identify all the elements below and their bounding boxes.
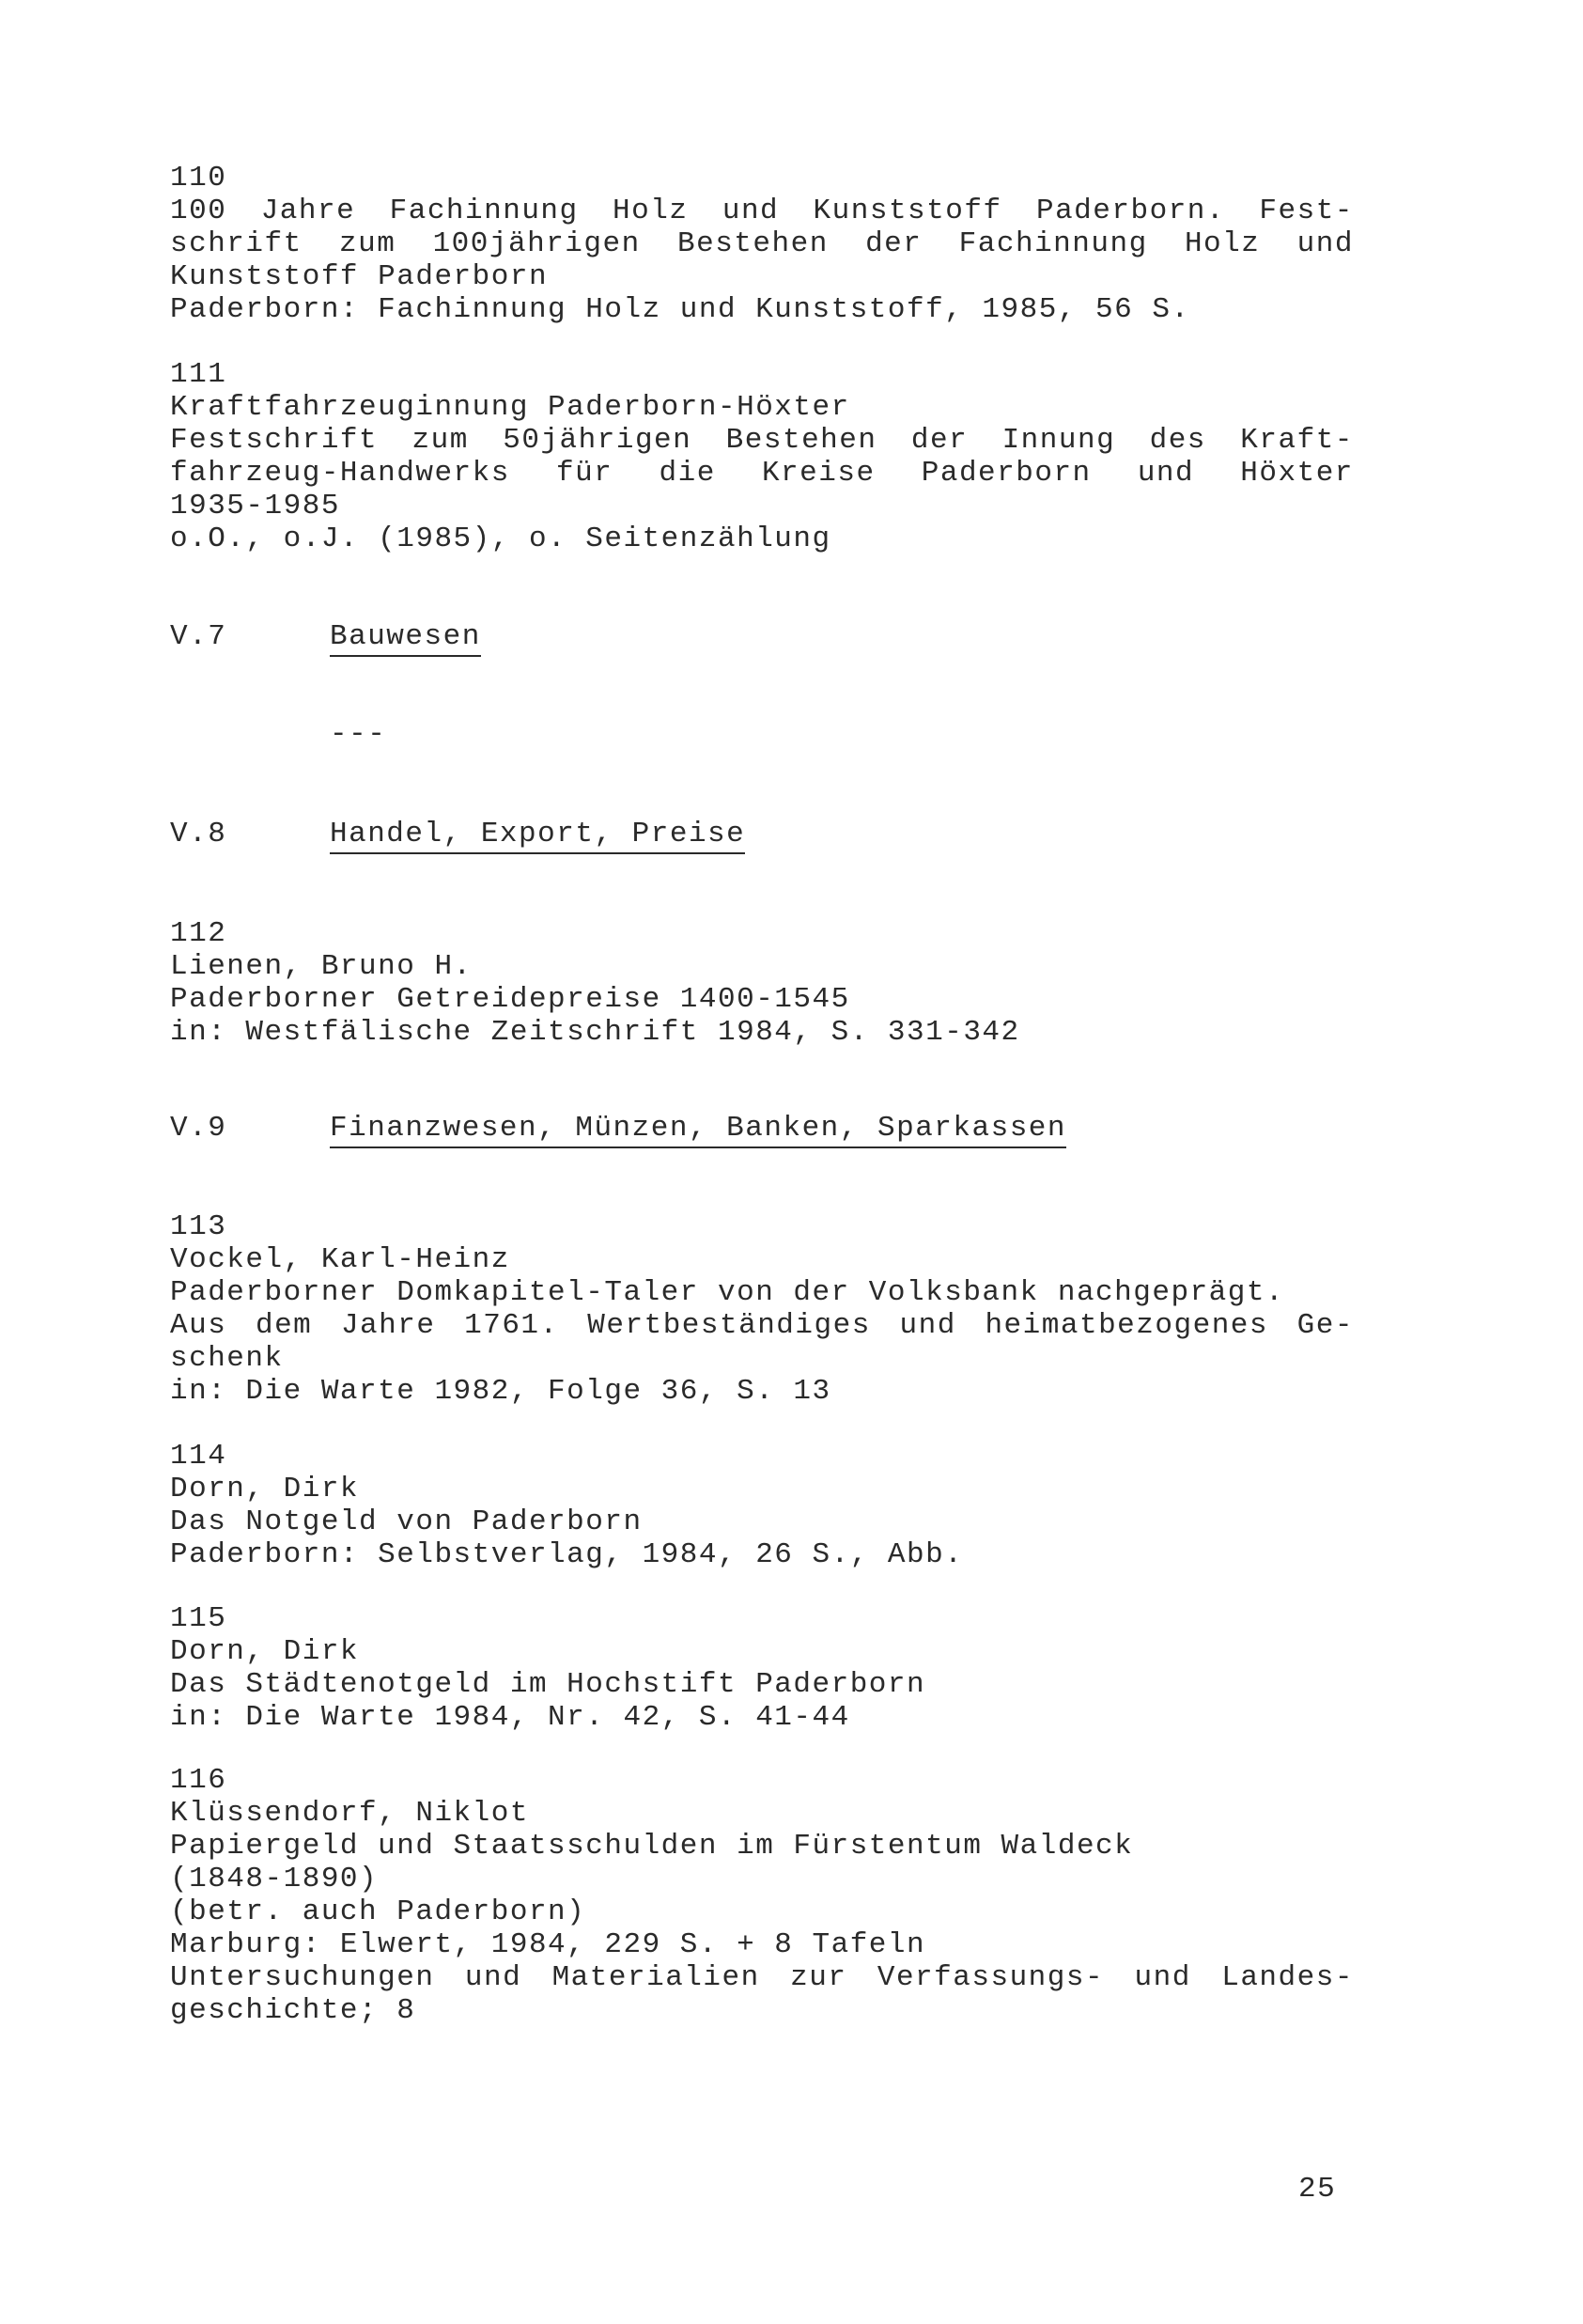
- word: Aus: [170, 1309, 227, 1342]
- word: Jahre: [260, 195, 356, 227]
- bibliography-entry-115: [170, 1602, 1354, 1734]
- entry-author: Kraftfahrzeuginnung Paderborn-Höxter: [170, 391, 850, 424]
- entry-number: 116: [170, 1764, 227, 1797]
- word: Bestehen: [725, 424, 877, 457]
- word: heimatbezogenes: [985, 1309, 1268, 1342]
- word: Wertbeständiges: [587, 1309, 871, 1342]
- bibliography-entry-111: [170, 358, 1354, 555]
- entry-title-line: Das Notgeld von Paderborn: [170, 1505, 643, 1538]
- entry-title-line: [170, 227, 1354, 260]
- word: und: [1296, 227, 1354, 260]
- entry-author: Dorn, Dirk: [170, 1473, 360, 1505]
- word: schrift: [170, 227, 303, 260]
- word: Festschrift: [170, 424, 379, 457]
- entry-publication: in: Die Warte 1984, Nr. 42, S. 41-44: [170, 1701, 850, 1734]
- word: Kraft-: [1240, 424, 1354, 457]
- word: Fest-: [1259, 195, 1354, 227]
- word: des: [1149, 424, 1206, 457]
- entry-title-line: Paderborner Domkapitel-Taler von der Volksbank nachgeprägt.: [170, 1276, 1285, 1309]
- section-title: Finanzwesen, Münzen, Banken, Sparkassen: [330, 1112, 1066, 1148]
- entry-publication: Paderborn: Fachinnung Holz und Kunststoff, 1985, 56 S.: [170, 293, 1190, 326]
- entry-series-line: geschichte; 8: [170, 1994, 416, 2027]
- word: Holz: [1184, 227, 1261, 260]
- entry-author: Vockel, Karl-Heinz: [170, 1243, 510, 1276]
- word: Höxter: [1240, 457, 1354, 490]
- entry-number: 112: [170, 917, 227, 950]
- entry-number: 115: [170, 1602, 227, 1635]
- entry-publication: in: Die Warte 1982, Folge 36, S. 13: [170, 1375, 831, 1408]
- word: zum: [339, 227, 396, 260]
- word: Jahre: [340, 1309, 436, 1342]
- word: zum: [411, 424, 469, 457]
- word: Untersuchungen: [170, 1961, 435, 1994]
- entry-number: 113: [170, 1210, 227, 1243]
- entry-title-line: Papiergeld und Staatsschulden im Fürstentum Waldeck: [170, 1830, 1134, 1863]
- word: dem: [255, 1309, 313, 1342]
- word: der: [910, 424, 969, 457]
- word: die: [659, 457, 716, 490]
- entry-publication: Paderborn: Selbstverlag, 1984, 26 S., Abb.: [170, 1538, 964, 1571]
- entry-author: Dorn, Dirk: [170, 1635, 360, 1668]
- page-number: 25: [1298, 2173, 1337, 2206]
- entry-publication: o.O., o.J. (1985), o. Seitenzählung: [170, 523, 831, 555]
- word: 100: [170, 195, 227, 227]
- entry-title-line: schenk: [170, 1342, 284, 1375]
- word: Materialien: [551, 1961, 760, 1994]
- bibliography-entry-116: [170, 1764, 1354, 2027]
- entry-title-line: Kunststoff Paderborn: [170, 260, 549, 293]
- entry-series-line: [170, 1961, 1354, 1994]
- word: 1761.: [464, 1309, 559, 1342]
- word: Bestehen: [676, 227, 829, 260]
- section-title: Bauwesen: [330, 620, 481, 657]
- word: 50jährigen: [503, 424, 692, 457]
- entry-publication: in: Westfälische Zeitschrift 1984, S. 331-342: [170, 1016, 1020, 1049]
- word: zur: [790, 1961, 847, 1994]
- entry-title-line: [170, 424, 1354, 457]
- bibliography-entry-110: [170, 162, 1354, 326]
- bibliography-entry-112: [170, 917, 1354, 1049]
- word: Holz: [613, 195, 689, 227]
- word: der: [865, 227, 923, 260]
- word: 100jährigen: [432, 227, 641, 260]
- section-number: V.9: [170, 1112, 227, 1145]
- word: Kreise: [761, 457, 876, 490]
- word: Fachinnung: [389, 195, 579, 227]
- entry-title-line: (1848-1890): [170, 1863, 379, 1895]
- entry-title-line: [170, 1309, 1354, 1342]
- entry-number: 114: [170, 1440, 227, 1473]
- entry-number: 110: [170, 162, 227, 195]
- entry-note: (betr. auch Paderborn): [170, 1895, 586, 1928]
- section-title: Handel, Export, Preise: [330, 818, 745, 854]
- word: Innung: [1001, 424, 1116, 457]
- word: für: [556, 457, 613, 490]
- word: Fachinnung: [958, 227, 1148, 260]
- entry-publication: Marburg: Elwert, 1984, 229 S. + 8 Tafeln: [170, 1928, 926, 1961]
- word: Ge-: [1296, 1309, 1354, 1342]
- bibliography-entry-113: [170, 1210, 1354, 1408]
- word: Kunststoff: [813, 195, 1002, 227]
- entry-title-line: Das Städtenotgeld im Hochstift Paderborn: [170, 1668, 926, 1701]
- word: Landes-: [1221, 1961, 1354, 1994]
- word: und: [1134, 1961, 1191, 1994]
- entry-title-line: [170, 457, 1354, 490]
- word: und: [899, 1309, 956, 1342]
- word: Paderborn.: [1035, 195, 1225, 227]
- word: und: [1137, 457, 1195, 490]
- entry-title-line: Paderborner Getreidepreise 1400-1545: [170, 983, 850, 1016]
- section-heading-v7: [170, 620, 481, 752]
- word: Verfassungs-: [877, 1961, 1105, 1994]
- entry-author: Lienen, Bruno H.: [170, 950, 473, 983]
- entry-title-line: 1935-1985: [170, 490, 340, 523]
- section-number: V.7: [170, 620, 227, 653]
- entry-author: Klüssendorf, Niklot: [170, 1797, 529, 1830]
- word: fahrzeug-Handwerks: [170, 457, 510, 490]
- entry-title-line: [170, 195, 1354, 227]
- empty-section-placeholder: ---: [330, 718, 387, 751]
- word: Paderborn: [921, 457, 1092, 490]
- section-number: V.8: [170, 818, 227, 850]
- word: und: [464, 1961, 522, 1994]
- word: und: [722, 195, 780, 227]
- bibliography-entry-114: [170, 1440, 1354, 1571]
- entry-number: 111: [170, 358, 227, 391]
